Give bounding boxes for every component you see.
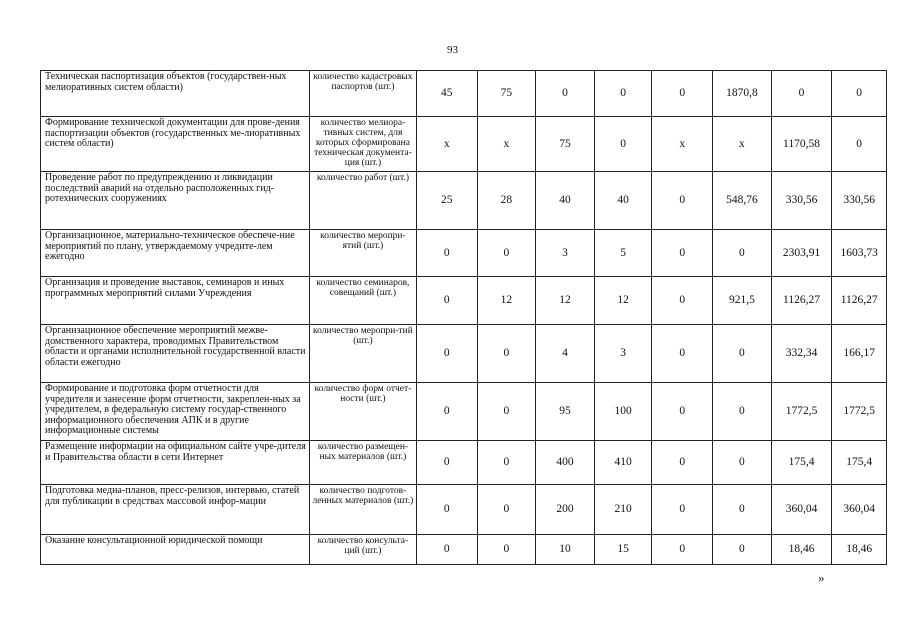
value-cell: 40 [594,172,652,230]
value-cell: 0 [477,535,536,565]
value-cell: 15 [594,535,652,565]
measure-unit: количество мелиора-тивных систем, для которых сформирована техническая документа-ция (шт.) [309,117,416,172]
measure-unit: количество подготов-ленных материалов (шт.) [309,485,416,535]
value-cell: 0 [594,117,652,172]
table-row [41,172,887,230]
table-row [41,71,887,117]
value-cell: 0 [713,535,772,565]
measure-unit: количество семинаров, совещаний (шт.) [309,277,416,325]
value-cell: 18,46 [771,535,832,565]
value-cell: 0 [416,230,477,277]
measure-description: Организационное обеспечение мероприятий межве-домственного характера, проводимых Правительством области и органами исполнительной государственной власти области ежегодно [41,325,310,383]
value-cell: 0 [713,383,772,441]
table-row [41,117,887,172]
value-cell: 921,5 [713,277,772,325]
continuation-mark: » [818,570,825,585]
value-cell: х [477,117,536,172]
table-row [41,441,887,485]
value-cell: 28 [477,172,536,230]
measure-description: Формирование и подготовка форм отчетности для учредителя и занесение форм отчетности, закреплен-ных за учредителем, в федеральную систему государ-ственного информационного обеспечения АПК и в другие информационные системы [41,383,310,441]
value-cell: 1126,27 [832,277,887,325]
table-row [41,485,887,535]
value-cell: 0 [416,441,477,485]
measure-description: Подготовка медиа-планов, пресс-релизов, интервью, статей для публикации в средствах массовой инфор-мации [41,485,310,535]
measure-unit: количество меропри-ятий (шт.) [309,230,416,277]
table-row [41,230,887,277]
value-cell: х [416,117,477,172]
value-cell: 75 [477,71,536,117]
value-cell: 0 [652,277,713,325]
value-cell: х [652,117,713,172]
value-cell: 1170,58 [771,117,832,172]
value-cell: 330,56 [771,172,832,230]
value-cell: 0 [477,383,536,441]
value-cell: 1870,8 [713,71,772,117]
value-cell: 0 [416,277,477,325]
table-row [41,383,887,441]
value-cell: 1772,5 [832,383,887,441]
value-cell: 1126,27 [771,277,832,325]
value-cell: 330,56 [832,172,887,230]
value-cell: 0 [477,485,536,535]
value-cell: 0 [652,172,713,230]
page-number: 93 [447,44,458,56]
measure-unit: количество форм отчет-ности (шт.) [309,383,416,441]
value-cell: 166,17 [832,325,887,383]
value-cell: 400 [536,441,595,485]
value-cell: 0 [771,71,832,117]
value-cell: 0 [594,71,652,117]
value-cell: 18,46 [832,535,887,565]
value-cell: 5 [594,230,652,277]
value-cell: 0 [652,230,713,277]
measure-description: Организация и проведение выставок, семинаров и иных программных мероприятий силами Учреждения [41,277,310,325]
value-cell: х [713,117,772,172]
value-cell: 0 [652,441,713,485]
value-cell: 360,04 [832,485,887,535]
value-cell: 0 [477,325,536,383]
value-cell: 3 [536,230,595,277]
value-cell: 95 [536,383,595,441]
value-cell: 25 [416,172,477,230]
value-cell: 0 [416,485,477,535]
value-cell: 200 [536,485,595,535]
value-cell: 360,04 [771,485,832,535]
value-cell: 410 [594,441,652,485]
measure-description: Оказание консультационной юридической помощи [41,535,310,565]
table-row [41,535,887,565]
value-cell: 210 [594,485,652,535]
value-cell: 100 [594,383,652,441]
measure-unit: количество работ (шт.) [309,172,416,230]
measure-description: Техническая паспортизация объектов (государствен-ных мелиоративных систем области) [41,71,310,117]
value-cell: 0 [832,117,887,172]
value-cell: 12 [536,277,595,325]
value-cell: 0 [416,325,477,383]
value-cell: 1772,5 [771,383,832,441]
measures-table [40,70,887,565]
value-cell: 4 [536,325,595,383]
value-cell: 0 [713,325,772,383]
value-cell: 0 [477,230,536,277]
value-cell: 0 [652,71,713,117]
measure-description: Организационное, материально-техническое обеспече-ние мероприятий по плану, утверждаемому учредите-лем ежегодно [41,230,310,277]
value-cell: 0 [652,535,713,565]
value-cell: 0 [832,71,887,117]
value-cell: 0 [416,535,477,565]
measure-unit: количество консульта-ций (шт.) [309,535,416,565]
measure-unit: количество меропри-тий (шт.) [309,325,416,383]
value-cell: 0 [477,441,536,485]
value-cell: 548,76 [713,172,772,230]
value-cell: 0 [416,383,477,441]
value-cell: 0 [713,441,772,485]
value-cell: 0 [652,485,713,535]
value-cell: 332,34 [771,325,832,383]
value-cell: 12 [594,277,652,325]
value-cell: 12 [477,277,536,325]
value-cell: 3 [594,325,652,383]
table-body [41,71,887,565]
value-cell: 10 [536,535,595,565]
table-row [41,325,887,383]
measure-unit: количество кадастровых паспортов (шт.) [309,71,416,117]
measure-description: Проведение работ по предупреждению и ликвидации последствий аварий на отдельно расположенных гид-ротехнических сооружениях [41,172,310,230]
value-cell: 175,4 [771,441,832,485]
value-cell: 175,4 [832,441,887,485]
value-cell: 0 [713,230,772,277]
value-cell: 40 [536,172,595,230]
measure-unit: количество размещен-ных материалов (шт.) [309,441,416,485]
measure-description: Формирование технической документации для прове-дения паспортизации объектов (государственных ме-лиоративных систем области) [41,117,310,172]
value-cell: 45 [416,71,477,117]
measure-description: Размещение информации на официальном сайте учре-дителя и Правительства области в сети Интернет [41,441,310,485]
value-cell: 0 [536,71,595,117]
value-cell: 0 [652,383,713,441]
table-row [41,277,887,325]
value-cell: 75 [536,117,595,172]
value-cell: 1603,73 [832,230,887,277]
value-cell: 0 [652,325,713,383]
value-cell: 0 [713,485,772,535]
value-cell: 2303,91 [771,230,832,277]
